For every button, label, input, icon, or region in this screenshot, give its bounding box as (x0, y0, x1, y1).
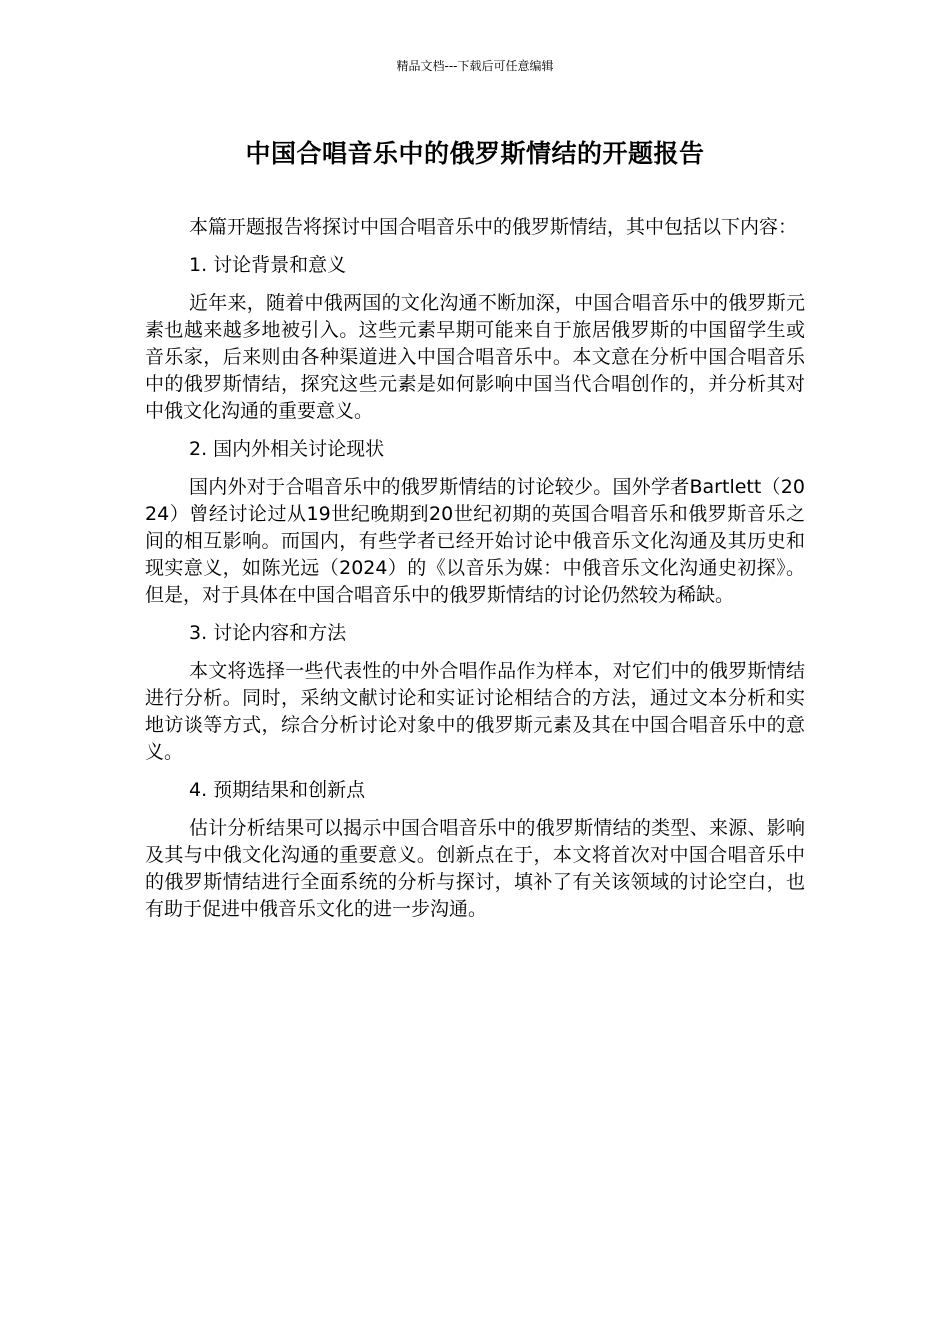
section-text-background: 近年来，随着中俄两国的文化沟通不断加深，中国合唱音乐中的俄罗斯元素也越来越多地被引入。这些元素早期可能来自于旅居俄罗斯的中国留学生或音乐家，后来则由各种渠道进入中国合唱音乐中。本文意在分析中国合唱音乐中的俄罗斯情结，探究这些元素是如何影响中国当代合唱创作的，并分析其对中俄文化沟通的重要意义。 (145, 292, 805, 422)
section-heading-background: 1. 讨论背景和意义 (189, 254, 347, 276)
intro-paragraph: 本篇开题报告将探讨中国合唱音乐中的俄罗斯情结，其中包括以下内容： (189, 216, 798, 238)
section-heading-results: 4. 预期结果和创新点 (189, 779, 366, 801)
section-heading-status: 2. 国内外相关讨论现状 (189, 438, 385, 460)
document-body (145, 214, 805, 934)
section-text-status: 国内外对于合唱音乐中的俄罗斯情结的讨论较少。国外学者Bartlett（2024）曾经讨论过从19世纪晚期到20世纪初期的英国合唱音乐和俄罗斯音乐之间的相互影响。而国内，有些学者已经开始讨论中俄音乐文化沟通及其历史和现实意义，如陈光远（2024）的《以音乐为媒：中俄音乐文化沟通史初探》。但是，对于具体在中国合唱音乐中的俄罗斯情结的讨论仍然较为稀缺。 (145, 476, 805, 606)
section-heading-methods: 3. 讨论内容和方法 (189, 622, 347, 644)
section-text-results: 估计分析结果可以揭示中国合唱音乐中的俄罗斯情结的类型、来源、影响及其与中俄文化沟通的重要意义。创新点在于，本文将首次对中国合唱音乐中的俄罗斯情结进行全面系统的分析与探讨，填补了有关该领域的讨论空白，也有助于促进中俄音乐文化的进一步沟通。 (145, 817, 805, 920)
document-title: 中国合唱音乐中的俄罗斯情结的开题报告 (245, 139, 705, 168)
header-note: 精品文档---下载后可任意编辑 (396, 59, 554, 73)
section-text-methods: 本文将选择一些代表性的中外合唱作品作为样本，对它们中的俄罗斯情结进行分析。同时，采纳文献讨论和实证讨论相结合的方法，通过文本分析和实地访谈等方式，综合分析讨论对象中的俄罗斯元素及其在中国合唱音乐中的意义。 (145, 660, 805, 763)
